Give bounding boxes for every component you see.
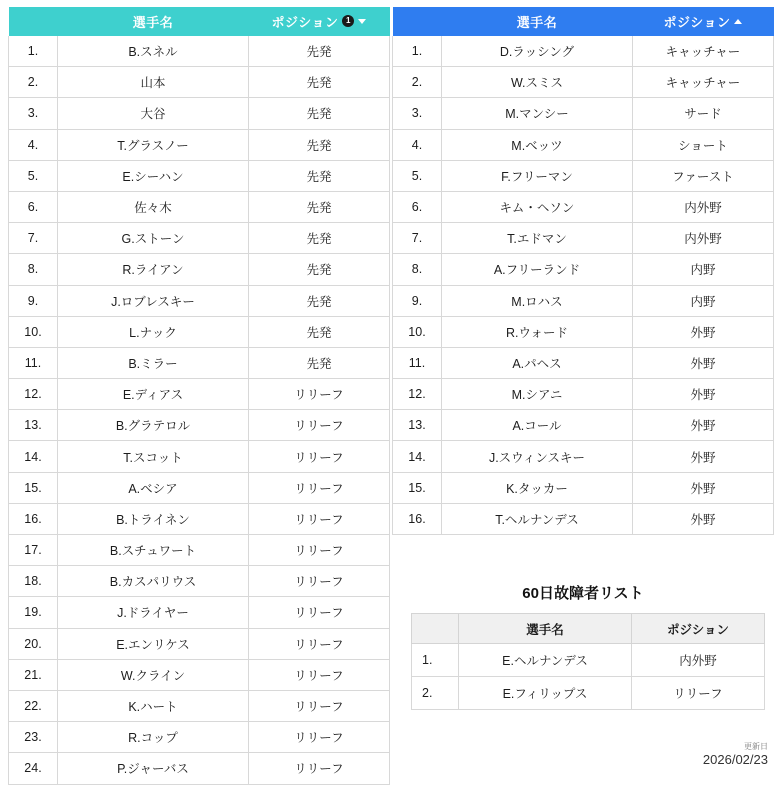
row-index: 1. [393,36,442,67]
row-index: 14. [393,441,442,472]
player-position: 先発 [249,129,390,160]
pitchers-header-position[interactable] [249,7,390,36]
row-index: 14. [9,441,58,472]
table-row [393,347,774,378]
chevron-down-icon [358,19,366,24]
player-position: リリーフ [632,677,765,710]
fielders-section [392,6,774,535]
player-name[interactable]: A.パヘス [442,347,633,378]
table-row [393,129,774,160]
player-name[interactable]: R.ウォード [442,316,633,347]
player-name[interactable]: キム・ヘソン [442,191,633,222]
player-position: リリーフ [249,753,390,784]
player-position: 先発 [249,36,390,67]
injured-list-table-body [412,644,765,710]
player-position: 外野 [633,347,774,378]
row-index: 18. [9,566,58,597]
player-position: 先発 [249,67,390,98]
table-row [9,254,390,285]
updated-label: 更新日 [744,742,768,751]
table-row [9,379,390,410]
injured-list-header-position[interactable]: ポジション [632,614,765,644]
player-position: リリーフ [249,410,390,441]
player-name[interactable]: J.スウィンスキー [442,441,633,472]
player-position: 外野 [633,472,774,503]
player-position: 先発 [249,223,390,254]
table-row [393,316,774,347]
injured-list-header-name[interactable]: 選手名 [459,614,632,644]
row-index: 20. [9,628,58,659]
injured-list-header-index [412,614,459,644]
player-position: ファースト [633,160,774,191]
player-name[interactable]: P.ジャーバス [58,753,249,784]
table-row [393,36,774,67]
player-name[interactable]: 大谷 [58,98,249,129]
player-name[interactable]: G.ストーン [58,223,249,254]
player-name[interactable]: E.フィリップス [459,677,632,710]
row-index: 8. [9,254,58,285]
player-name[interactable]: T.スコット [58,441,249,472]
player-position: リリーフ [249,566,390,597]
row-index: 7. [393,223,442,254]
row-index: 9. [9,285,58,316]
row-index: 1. [412,644,459,677]
player-name[interactable]: T.ヘルナンデス [442,503,633,534]
row-index: 8. [393,254,442,285]
player-name[interactable]: M.ロハス [442,285,633,316]
player-name[interactable]: E.ヘルナンデス [459,644,632,677]
table-row [393,223,774,254]
table-row [9,347,390,378]
table-row [9,129,390,160]
table-row [412,677,765,710]
pitchers-table [8,6,390,785]
player-position: 内外野 [633,223,774,254]
fielders-header-position[interactable] [633,7,774,36]
player-position: 先発 [249,347,390,378]
player-name[interactable]: K.タッカー [442,472,633,503]
row-index: 23. [9,722,58,753]
player-position: リリーフ [249,472,390,503]
player-name[interactable]: T.グラスノー [58,129,249,160]
row-index: 22. [9,690,58,721]
player-name[interactable]: E.シーハン [58,160,249,191]
fielders-header-name[interactable]: 選手名 [442,7,633,36]
injured-list-section [392,582,774,710]
table-row [9,722,390,753]
player-position: 内外野 [633,191,774,222]
pitchers-table-header-row [9,7,390,36]
player-name[interactable]: J.ドライヤー [58,597,249,628]
row-index: 2. [393,67,442,98]
table-row [9,441,390,472]
player-position: リリーフ [249,535,390,566]
table-row [393,410,774,441]
player-position: リリーフ [249,441,390,472]
player-name[interactable]: A.コール [442,410,633,441]
player-name[interactable]: E.エンリケス [58,628,249,659]
player-name[interactable]: 佐々木 [58,191,249,222]
player-name[interactable]: B.スチュワート [58,535,249,566]
row-index: 19. [9,597,58,628]
table-row [393,472,774,503]
table-row [393,67,774,98]
row-index: 16. [393,503,442,534]
row-index: 16. [9,503,58,534]
injured-list-table [411,613,765,710]
player-name[interactable]: E.ディアス [58,379,249,410]
fielders-table-body [393,36,774,535]
row-index: 3. [393,98,442,129]
player-name[interactable]: M.マンシー [442,98,633,129]
pitchers-header-name[interactable]: 選手名 [58,7,249,36]
player-name[interactable]: B.トライネン [58,503,249,534]
table-row [393,191,774,222]
fielders-header-index [393,7,442,36]
player-position: 内野 [633,285,774,316]
row-index: 12. [9,379,58,410]
player-position: 先発 [249,285,390,316]
table-row [393,98,774,129]
player-position: 外野 [633,379,774,410]
row-index: 12. [393,379,442,410]
player-name[interactable]: B.カスパリウス [58,566,249,597]
player-position: 外野 [633,316,774,347]
player-position: サード [633,98,774,129]
pitchers-header-position-label: ポジション [271,14,339,30]
pitchers-header-index [9,7,58,36]
row-index: 4. [9,129,58,160]
player-position: ショート [633,129,774,160]
row-index: 4. [393,129,442,160]
updated-date: 2026/02/23 [702,752,768,767]
injured-list-title: 60日故障者リスト [522,585,644,602]
player-position: 先発 [249,98,390,129]
player-position: 内外野 [632,644,765,677]
player-name[interactable]: B.グラテロル [58,410,249,441]
player-position: リリーフ [249,597,390,628]
player-name[interactable]: L.ナック [58,316,249,347]
player-name[interactable]: W.スミス [442,67,633,98]
chevron-up-icon [734,19,742,24]
player-name[interactable]: W.クライン [58,659,249,690]
table-row [393,503,774,534]
table-row [393,254,774,285]
player-position: 先発 [249,160,390,191]
fielders-table-header-row [393,7,774,36]
table-row [9,160,390,191]
row-index: 1. [9,36,58,67]
row-index: 13. [9,410,58,441]
table-row [393,285,774,316]
player-position: リリーフ [249,628,390,659]
row-index: 2. [9,67,58,98]
row-index: 21. [9,659,58,690]
pitchers-section [8,6,390,785]
table-row [9,503,390,534]
player-name[interactable]: M.ベッツ [442,129,633,160]
player-position: 外野 [633,503,774,534]
row-index: 15. [9,472,58,503]
updated-footer [703,742,768,768]
row-index: 17. [9,535,58,566]
player-position: キャッチャー [633,36,774,67]
player-position: 先発 [249,254,390,285]
row-index: 6. [9,191,58,222]
player-position: 外野 [633,410,774,441]
sort-order-badge: 1 [342,15,354,27]
row-index: 9. [393,285,442,316]
player-name[interactable]: B.スネル [58,36,249,67]
table-row [9,690,390,721]
table-row [393,379,774,410]
player-position: 外野 [633,441,774,472]
row-index: 13. [393,410,442,441]
player-position: キャッチャー [633,67,774,98]
player-name[interactable]: T.エドマン [442,223,633,254]
table-row [9,628,390,659]
injured-list-header-row [412,614,765,644]
player-name[interactable]: A.ベシア [58,472,249,503]
player-position: リリーフ [249,722,390,753]
row-index: 6. [393,191,442,222]
row-index: 7. [9,223,58,254]
player-position: リリーフ [249,659,390,690]
row-index: 5. [393,160,442,191]
player-position: リリーフ [249,379,390,410]
table-row [9,67,390,98]
table-row [9,566,390,597]
table-row [9,316,390,347]
player-name[interactable]: R.ライアン [58,254,249,285]
table-row [9,223,390,254]
row-index: 24. [9,753,58,784]
table-row [9,535,390,566]
row-index: 11. [393,347,442,378]
player-name[interactable]: M.シアニ [442,379,633,410]
player-name[interactable]: K.ハート [58,690,249,721]
table-row [9,285,390,316]
player-position: 先発 [249,316,390,347]
row-index: 11. [9,347,58,378]
table-row [393,441,774,472]
player-position: 先発 [249,191,390,222]
player-position: 内野 [633,254,774,285]
table-row [9,410,390,441]
player-name[interactable]: D.ラッシング [442,36,633,67]
pitchers-table-body [9,36,390,785]
fielders-header-position-label: ポジション [663,14,731,30]
player-position: リリーフ [249,503,390,534]
player-name[interactable]: J.ロブレスキー [58,285,249,316]
table-row [9,753,390,784]
player-name[interactable]: F.フリーマン [442,160,633,191]
table-row [9,659,390,690]
table-row [9,472,390,503]
player-name[interactable]: R.コップ [58,722,249,753]
row-index: 15. [393,472,442,503]
row-index: 3. [9,98,58,129]
table-row [9,98,390,129]
table-row [9,191,390,222]
player-position: リリーフ [249,690,390,721]
table-row [393,160,774,191]
player-name[interactable]: 山本 [58,67,249,98]
row-index: 5. [9,160,58,191]
player-name[interactable]: A.フリーランド [442,254,633,285]
table-row [9,597,390,628]
row-index: 10. [393,316,442,347]
row-index: 2. [412,677,459,710]
table-row [9,36,390,67]
fielders-table [392,6,774,535]
table-row [412,644,765,677]
player-name[interactable]: B.ミラー [58,347,249,378]
row-index: 10. [9,316,58,347]
